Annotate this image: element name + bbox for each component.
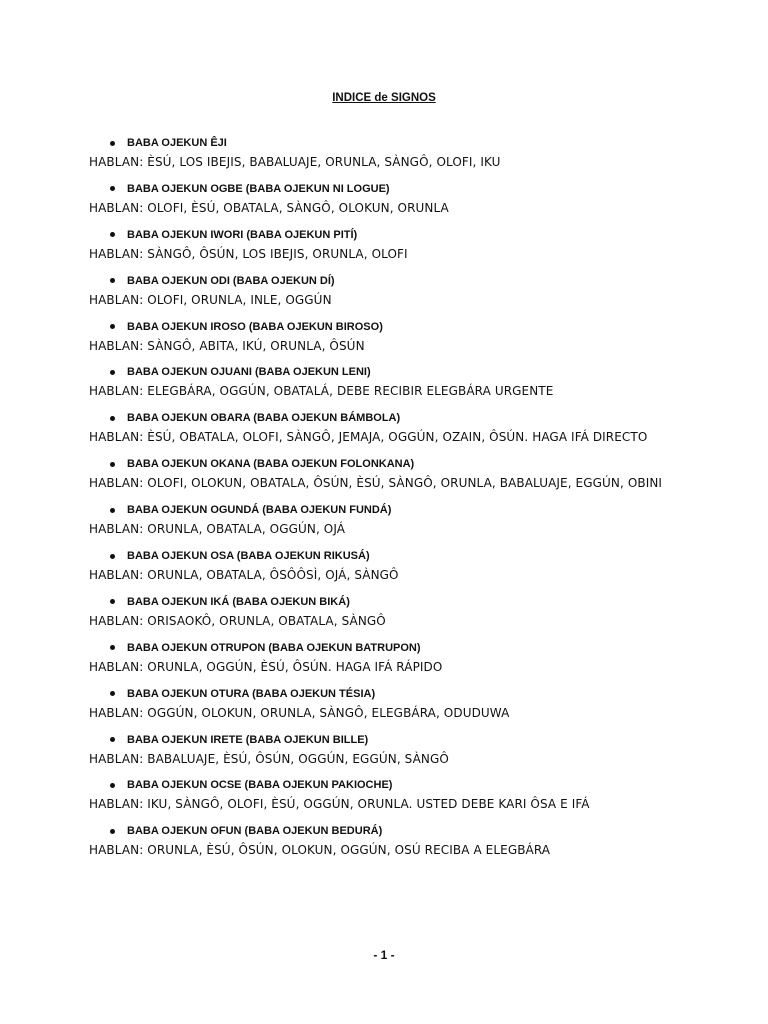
sign-name: BABA OJEKUN OBARA (BABA OJEKUN BÁMBOLA) [127,412,401,425]
sign-name: BABA OJEKUN OSA (BABA OJEKUN RIKUSÁ) [127,550,370,563]
sign-entry [0,822,768,868]
sign-name: BABA OJEKUN OFUN (BABA OJEKUN BEDURÁ) [127,825,383,838]
sign-name: BABA OJEKUN ÊJI [127,137,227,149]
sign-name: BABA OJEKUN OKANA (BABA OJEKUN FOLONKANA) [127,458,415,471]
sign-entry [0,639,768,685]
sign-entry [0,547,768,593]
sign-entry [0,134,768,180]
page-title: INDICE de SIGNOS [332,92,436,104]
sign-heading [110,455,414,473]
sign-entry [0,455,768,501]
sign-name: BABA OJEKUN IROSO (BABA OJEKUN BIROSO) [127,320,383,333]
hablan-line: HABLAN: ÈSÚ, OBATALA, OLOFI, SÀNGÔ, JEMAJA, OGGÚN, OZAIN, ÔSÚN. HAGA IFÁ DIRECTO [89,430,648,445]
sign-entry [0,593,768,639]
sign-heading [110,776,392,794]
sign-entry [0,180,768,226]
bullet-icon [110,554,115,559]
sign-heading [110,363,371,381]
bullet-icon [110,462,115,467]
sign-name: BABA OJEKUN OGUNDÁ (BABA OJEKUN FUNDÁ) [127,504,392,517]
sign-heading [110,639,421,657]
sign-entry [0,409,768,455]
hablan-line: HABLAN: OLOFI, OLOKUN, OBATALA, ÔSÚN, ÈSÚ, SÀNGÔ, ORUNLA, BABALUAJE, EGGÚN, OBINI [89,476,663,491]
bullet-icon [110,783,115,788]
bullet-icon [110,508,115,513]
sign-entry [0,685,768,731]
sign-entry [0,226,768,272]
bullet-icon [110,141,115,146]
hablan-line: HABLAN: OGGÚN, OLOKUN, ORUNLA, SÀNGÔ, ELEGBÁRA, ODUDUWA [89,705,510,720]
hablan-line: HABLAN: BABALUAJE, ÈSÚ, ÔSÚN, OGGÚN, EGGÚN, SÀNGÔ [89,751,449,766]
sign-name: BABA OJEKUN IWORI (BABA OJEKUN PITÍ) [127,228,358,241]
page-number: - 1 - [373,948,395,962]
sign-heading [110,318,383,336]
sign-name: BABA OJEKUN IKÁ (BABA OJEKUN BIKÁ) [127,595,350,608]
hablan-line: HABLAN: SÀNGÔ, ÔSÚN, LOS IBEJIS, ORUNLA, OLOFI [89,246,408,261]
sign-heading [110,731,368,749]
sign-heading [110,272,335,290]
sign-entry [0,501,768,547]
bullet-icon [110,829,115,834]
sign-name: BABA OJEKUN OTURA (BABA OJEKUN TÉSIA) [127,687,376,700]
sign-entry [0,363,768,409]
hablan-line: HABLAN: ORISAOKÔ, ORUNLA, OBATALA, SÀNGÔ [89,613,386,628]
sign-heading [110,593,350,611]
bullet-icon [110,737,115,742]
bullet-icon [110,416,115,421]
hablan-line: HABLAN: OLOFI, ÈSÚ, OBATALA, SÀNGÔ, OLOKUN, ORUNLA [89,200,449,215]
hablan-line: HABLAN: ELEGBÁRA, OGGÚN, OBATALÁ, DEBE RECIBIR ELEGBÁRA URGENTE [89,384,554,399]
bullet-icon [110,370,115,375]
sign-list [0,134,768,868]
sign-entry [0,272,768,318]
hablan-line: HABLAN: ORUNLA, OBATALA, ÔSÔÔSÌ, OJÁ, SÀNGÔ [89,568,399,583]
sign-heading [110,547,370,565]
hablan-line: HABLAN: IKU, SÀNGÔ, OLOFI, ÈSÚ, OGGÚN, ORUNLA. USTED DEBE KARI ÔSA E IFÁ [89,797,590,812]
bullet-icon [110,186,115,191]
sign-name: BABA OJEKUN OCSE (BABA OJEKUN PAKIOCHE) [127,779,393,792]
hablan-line: HABLAN: SÀNGÔ, ABITA, IKÚ, ORUNLA, ÔSÚN [89,338,365,353]
bullet-icon [110,691,115,696]
bullet-icon [110,599,115,604]
sign-heading [110,180,390,198]
sign-heading [110,226,357,244]
bullet-icon [110,324,115,329]
sign-heading [110,409,400,427]
sign-entry [0,318,768,364]
sign-heading [110,685,375,703]
hablan-line: HABLAN: ÈSÚ, LOS IBEJIS, BABALUAJE, ORUNLA, SÀNGÔ, OLOFI, IKU [89,155,501,169]
sign-entry [0,731,768,777]
sign-heading [110,822,382,840]
sign-name: BABA OJEKUN OTRUPON (BABA OJEKUN BATRUPON) [127,641,421,654]
sign-name: BABA OJEKUN IRETE (BABA OJEKUN BILLE) [127,733,369,746]
hablan-line: HABLAN: ORUNLA, ÈSÚ, ÔSÚN, OLOKUN, OGGÚN, OSÚ RECIBA A ELEGBÁRA [89,843,551,858]
hablan-line: HABLAN: ORUNLA, OGGÚN, ÈSÚ, ÔSÚN. HAGA IFÁ RÁPIDO [89,659,443,674]
hablan-line: HABLAN: ORUNLA, OBATALA, OGGÚN, OJÁ [89,522,346,537]
sign-name: BABA OJEKUN ODI (BABA OJEKUN DÍ) [127,274,335,287]
sign-entry [0,776,768,822]
bullet-icon [110,645,115,650]
hablan-line: HABLAN: OLOFI, ORUNLA, INLE, OGGÚN [89,292,332,307]
bullet-icon [110,278,115,283]
sign-name: BABA OJEKUN OJUANI (BABA OJEKUN LENI) [127,366,371,379]
sign-heading [110,134,227,152]
bullet-icon [110,232,115,237]
sign-name: BABA OJEKUN OGBE (BABA OJEKUN NI LOGUE) [127,182,390,195]
sign-heading [110,501,391,519]
